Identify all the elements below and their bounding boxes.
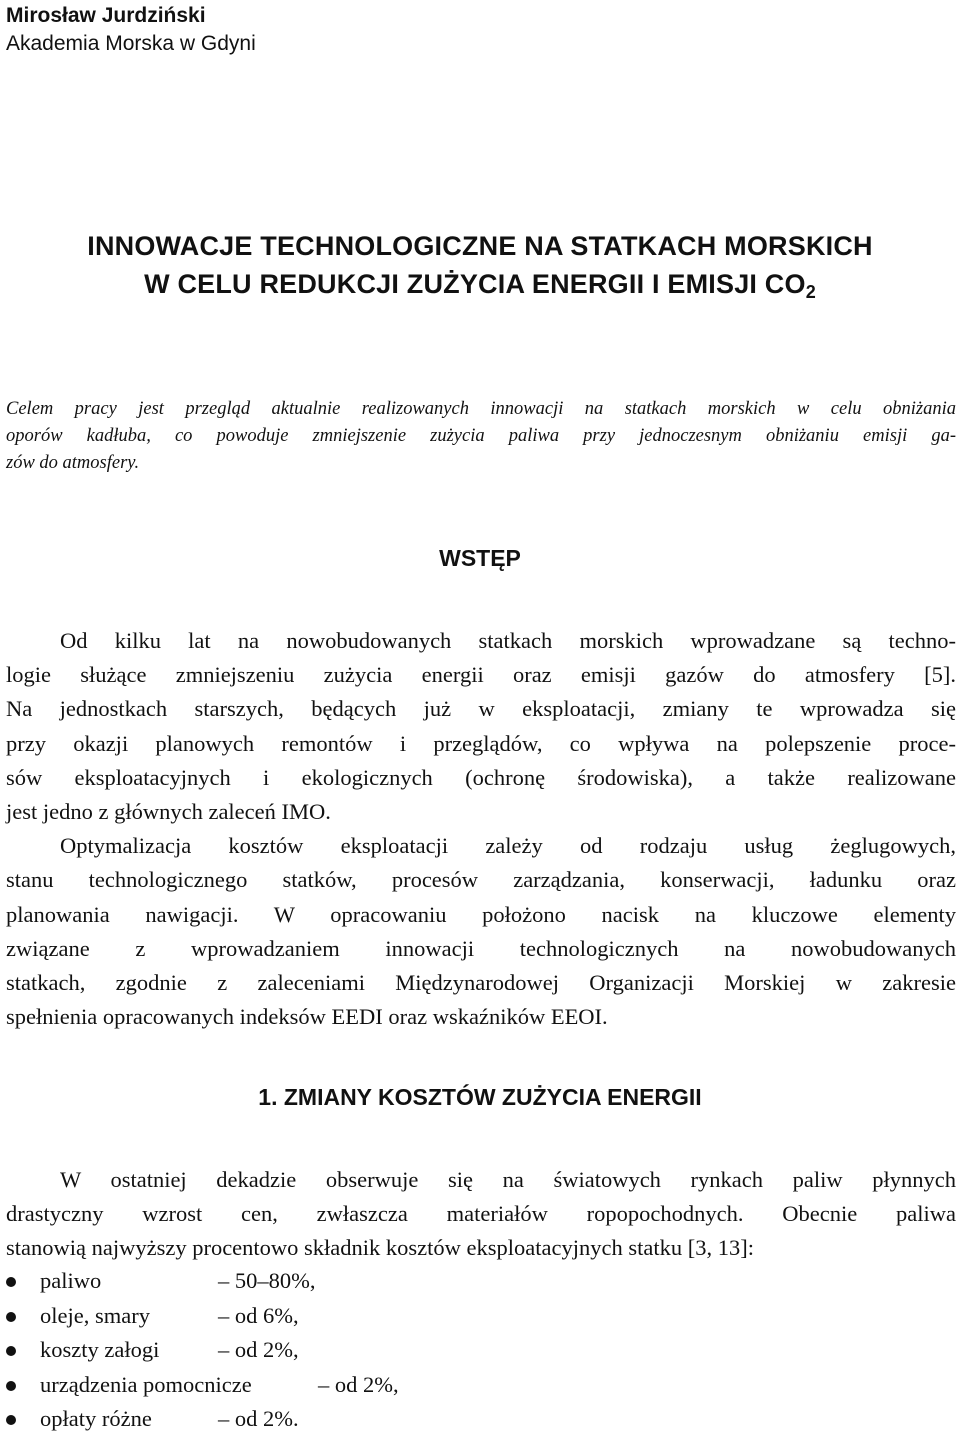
title-line-2-main: W CELU REDUKCJI ZUŻYCIA ENERGII I EMISJI CO (144, 269, 806, 299)
bullet-value: – od 2%, (318, 1371, 399, 1397)
title-line-1: INNOWACJE TECHNOLOGICZNE NA STATKACH MORSKICH (87, 231, 873, 261)
author-affiliation: Akademia Morska w Gdyni (6, 32, 256, 55)
section-1-paragraph (6, 1163, 956, 1266)
bullet-label: oleje, smary (40, 1302, 150, 1328)
abstract-line: Celem pracy jest przegląd aktualnie realizowanych innowacji na statkach morskich w celu obniżania (6, 399, 956, 419)
title-subscript: 2 (805, 282, 816, 302)
text-line: statkach, zgodnie z zaleceniami Międzynarodowej Organizacji Morskiej w zakresie (6, 970, 956, 996)
text-line: logie służące zmniejszeniu zużycia energii oraz emisji gazów do atmosfery [5]. (6, 662, 956, 688)
text-line: Na jednostkach starszych, będących już w eksploatacji, zmiany te wprowadza się (6, 696, 956, 722)
bullet-label: urządzenia pomocnicze (40, 1371, 252, 1397)
text-line: stanu technologicznego statków, procesów zarządzania, konserwacji, ładunku oraz (6, 867, 956, 893)
title-line-2 (0, 265, 960, 311)
bullet-label: paliwo (40, 1268, 102, 1293)
author-name: Mirosław Jurdziński (6, 4, 206, 27)
author-block (6, 2, 256, 58)
bullet-label: opłaty różne (40, 1406, 152, 1431)
text-line: przy okazji planowych remontów i przeglądów, co wpływa na polepszenie proce- (6, 730, 956, 756)
bullet-icon (6, 1346, 16, 1356)
intro-paragraphs (6, 624, 956, 1034)
text-line: związane z wprowadzaniem innowacji technologicznych na nowobudowanych (6, 935, 956, 961)
bullet-label: koszty załogi (40, 1337, 160, 1362)
text-line: drastyczny wzrost cen, zwłaszcza materiałów ropopochodnych. Obecnie paliwa (6, 1201, 956, 1227)
bullet-icon (6, 1312, 16, 1322)
bullet-value: – 50–80%, (218, 1268, 316, 1293)
bullet-value: – od 2%, (218, 1337, 299, 1362)
bullet-value: – od 6%, (218, 1302, 299, 1328)
bullet-icon (6, 1415, 16, 1425)
abstract (6, 396, 956, 477)
text-line: sów eksploatacyjnych i ekologicznych (ochronę środowiska), a także realizowane (6, 764, 956, 790)
text-line: W ostatniej dekadzie obserwuje się na światowych rynkach paliw płynnych (60, 1167, 956, 1192)
abstract-line: oporów kadłuba, co powoduje zmniejszenie zużycia paliwa przy jednoczesnym obniżaniu emisji ga- (6, 426, 956, 446)
text-line: stanowią najwyższy procentowo składnik kosztów eksploatacyjnych statku [3, 13]: (6, 1235, 754, 1261)
section-heading-intro: WSTĘP (439, 545, 521, 571)
text-line: spełnienia opracowanych indeksów EEDI oraz wskaźników EEOI. (6, 1004, 608, 1030)
bullet-icon (6, 1277, 16, 1287)
section-heading-1: 1. ZMIANY KOSZTÓW ZUŻYCIA ENERGII (258, 1084, 702, 1110)
bullet-icon (6, 1381, 16, 1391)
bullet-value: – od 2%. (218, 1406, 299, 1431)
text-line: planowania nawigacji. W opracowaniu położono nacisk na kluczowe elementy (6, 901, 956, 927)
text-line: Optymalizacja kosztów eksploatacji zależy od rodzaju usług żeglugowych, (60, 833, 956, 859)
text-line: Od kilku lat na nowobudowanych statkach morskich wprowadzane są techno- (60, 628, 956, 653)
text-line: jest jedno z głównych zaleceń IMO. (6, 799, 331, 825)
abstract-line: zów do atmosfery. (6, 453, 140, 473)
paper-title (0, 227, 960, 311)
